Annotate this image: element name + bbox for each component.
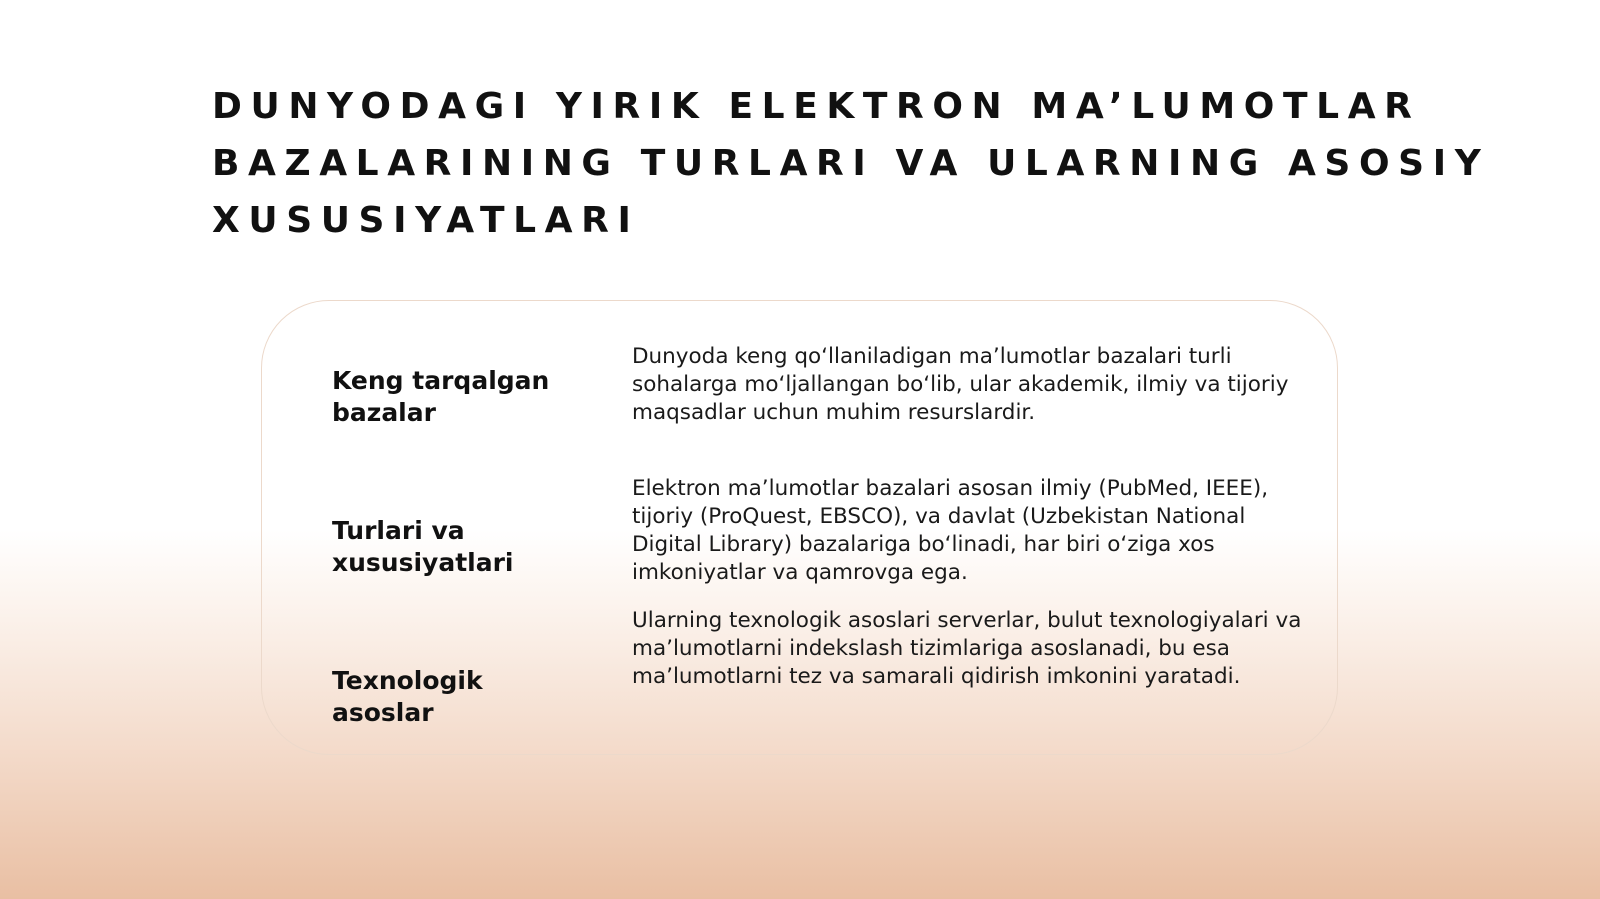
row-description: Elektron ma’lumotlar bazalari asosan ilmiy (PubMed, IEEE), tijoriy (ProQuest, EBSCO), va davlat (Uzbekistan National Digital Library) bazalariga bo‘linadi, har biri o‘ziga xos imkoniyatlar va qamrovga ega. bbox=[632, 476, 1269, 585]
row-label: Turlari va xususiyatlari bbox=[332, 516, 514, 577]
slide-title: DUNYODAGI YIRIK ELEKTRON MA’LUMOTLAR BAZALARINING TURLARI VA ULARNING ASOSIY XUSUSIYATLARI bbox=[212, 86, 1490, 241]
row-description: Dunyoda keng qo‘llaniladigan ma’lumotlar bazalari turli sohalarga mo‘ljallangan bo‘lib, ular akademik, ilmiy va tijoriy maqsadlar uchun muhim resurslardir. bbox=[632, 344, 1289, 425]
row-description: Ularning texnologik asoslari serverlar, bulut texnologiyalari va ma’lumotlarni indekslash tizimlariga asoslanadi, bu esa ma’lumotlarni tez va samarali qidirish imkonini yaratadi. bbox=[632, 608, 1302, 689]
content-card bbox=[261, 300, 1338, 755]
row-label: Keng tarqalgan bazalar bbox=[332, 366, 550, 427]
row-label: Texnologik asoslar bbox=[332, 666, 483, 727]
